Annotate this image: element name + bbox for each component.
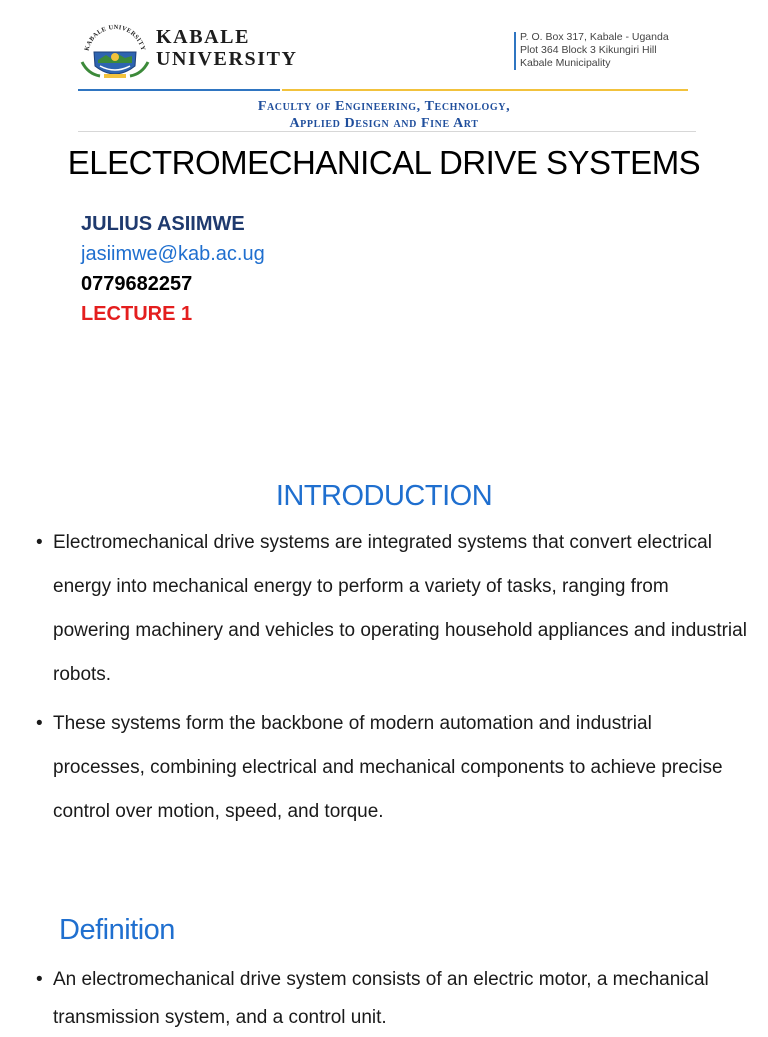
university-crest-icon (78, 22, 152, 80)
introduction-heading: INTRODUCTION (275, 480, 493, 512)
header-rule-gold (282, 89, 688, 91)
list-item (36, 961, 716, 1037)
list-item-text: These systems form the backbone of modern automation and industrial processes, combining electrical and mechanical components to achieve precise control over motion, speed, and torque. (53, 713, 723, 822)
header-rule-grey (78, 131, 696, 132)
university-name (156, 26, 298, 70)
list-item-text: An electromechanical drive system consists of an electric motor, a mechanical transmission system, and a control unit. (53, 969, 709, 1028)
svg-text:KABALE UNIVERSITY (84, 24, 147, 52)
list-item-text: Electromechanical drive systems are integrated systems that convert electrical energy into mechanical energy to perform a variety of tasks, ranging from powering machinery and vehicles to operating household appliances and industrial robots. (53, 532, 747, 685)
postal-address (520, 31, 669, 70)
bullet-icon: • (36, 532, 43, 553)
lecture-number: LECTURE 1 (81, 303, 193, 325)
introduction-list (36, 521, 748, 834)
university-name-line1: KABALE (156, 26, 251, 48)
definition-list (36, 961, 716, 1037)
address-line3: Kabale Municipality (520, 57, 611, 69)
lecturer-name: JULIUS ASIIMWE (81, 213, 245, 235)
document-title: ELECTROMECHANICAL DRIVE SYSTEMS (67, 144, 701, 181)
address-divider (514, 32, 516, 70)
lecturer-contact (81, 209, 265, 329)
list-item (36, 702, 748, 834)
crest-arc-text: KABALE UNIVERSITY (83, 23, 147, 52)
university-name-line2: UNIVERSITY (156, 48, 298, 70)
faculty-line1: Faculty of Engineering, Technology, (257, 99, 511, 114)
lecturer-email[interactable]: jasiimwe@kab.ac.ug (81, 243, 265, 265)
address-line1: P. O. Box 317, Kabale - Uganda (520, 31, 669, 43)
header-rule-blue (78, 89, 280, 91)
lecturer-phone: 0779682257 (81, 273, 193, 295)
faculty-line2: Applied Design and Fine Art (289, 116, 479, 131)
bullet-icon: • (36, 713, 43, 734)
faculty-name (140, 98, 628, 132)
definition-heading: Definition (59, 914, 175, 946)
bullet-icon: • (36, 969, 43, 990)
list-item (36, 521, 748, 697)
address-line2: Plot 364 Block 3 Kikungiri Hill (520, 44, 657, 56)
